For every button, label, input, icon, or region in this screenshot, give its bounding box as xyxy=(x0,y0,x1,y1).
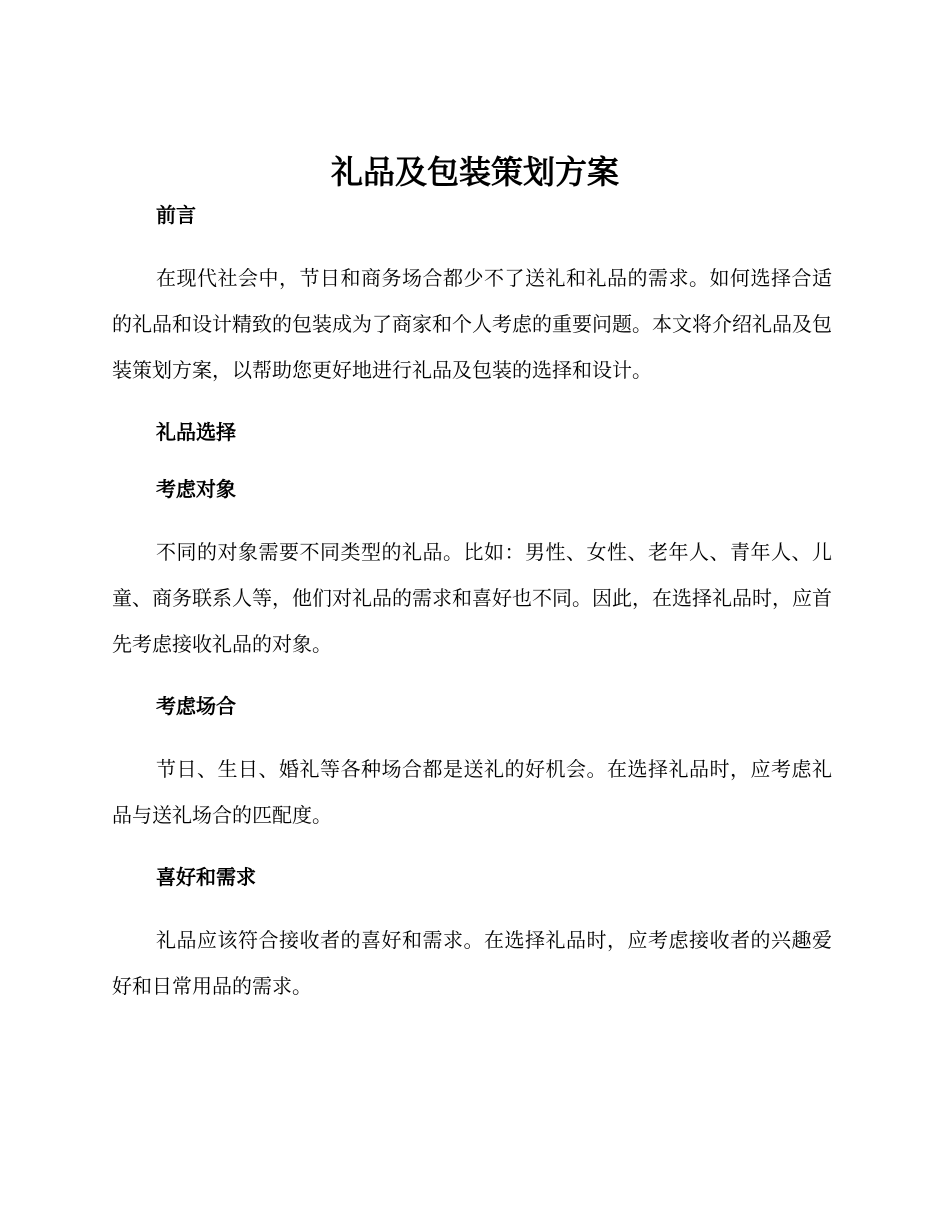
paragraph-recipient: 不同的对象需要不同类型的礼品。比如：男性、女性、老年人、青年人、儿童、商务联系人等，他们对礼品的需求和喜好也不同。因此，在选择礼品时，应首先考虑接收礼品的对象。 xyxy=(112,540,832,656)
paragraph-preference: 礼品应该符合接收者的喜好和需求。在选择礼品时，应考虑接收者的兴趣爱好和日常用品的需求。 xyxy=(112,928,832,998)
subsection-heading-occasion: 考虑场合 xyxy=(156,694,236,718)
section-heading-preface: 前言 xyxy=(156,203,196,227)
paragraph-occasion: 节日、生日、婚礼等各种场合都是送礼的好机会。在选择礼品时，应考虑礼品与送礼场合的匹配度。 xyxy=(112,757,832,827)
document-body xyxy=(112,198,832,1009)
paragraph-preface: 在现代社会中，节日和商务场合都少不了送礼和礼品的需求。如何选择合适的礼品和设计精致的包装成为了商家和个人考虑的重要问题。本文将介绍礼品及包装策划方案，以帮助您更好地进行礼品及包装的选择和设计。 xyxy=(112,266,832,382)
document-title: 礼品及包装策划方案 xyxy=(330,153,619,191)
subsection-heading-preference: 喜好和需求 xyxy=(156,865,256,889)
section-heading-gift-selection: 礼品选择 xyxy=(156,420,236,444)
subsection-heading-recipient: 考虑对象 xyxy=(156,477,236,501)
